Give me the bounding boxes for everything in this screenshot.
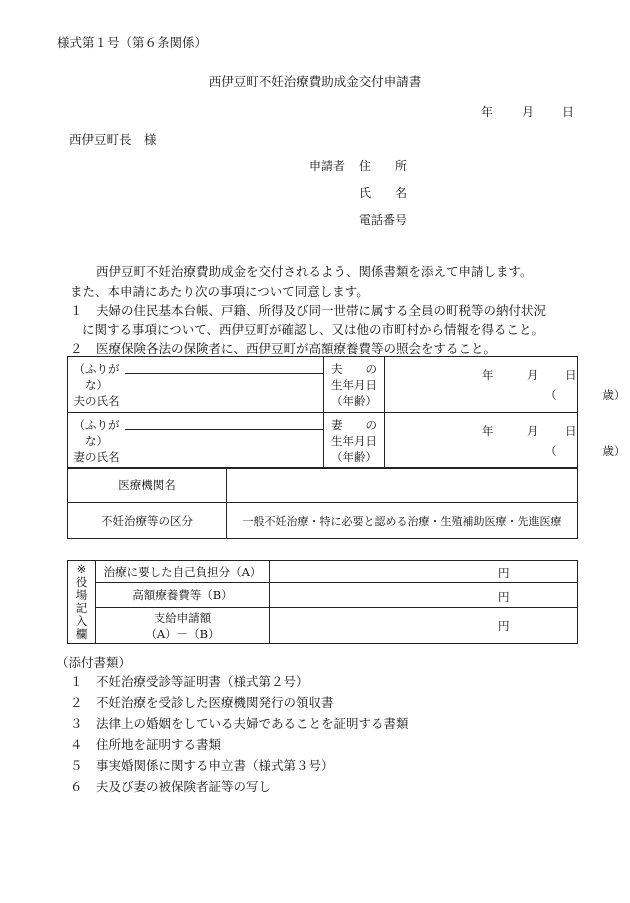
payment-request-label-line2: （A）－（B） bbox=[145, 626, 220, 641]
institution-label: 医療機関名 bbox=[68, 468, 227, 503]
self-pay-yen: 円 bbox=[498, 566, 510, 580]
self-pay-field[interactable] bbox=[270, 561, 578, 583]
wife-age: （ 歳） bbox=[545, 444, 626, 458]
attachments-heading: （添付書類） bbox=[56, 655, 132, 670]
attachment-number: ３ bbox=[70, 716, 83, 731]
wife-dob-day: 日 bbox=[565, 424, 577, 438]
husband-age: （ 歳） bbox=[545, 388, 626, 402]
intro-text: 西伊豆町不妊治療費助成金を交付されるよう、関係書類を添えて申請します。 bbox=[96, 264, 533, 279]
high-cost-yen: 円 bbox=[498, 590, 510, 604]
payment-request-label bbox=[96, 608, 270, 644]
consent-item-2-number: ２ bbox=[70, 341, 83, 356]
wife-dob-label-line1: 妻 の bbox=[331, 417, 377, 432]
attachment-item: 事実婚関係に関する申立書（様式第３号） bbox=[96, 758, 334, 773]
high-cost-field[interactable] bbox=[270, 583, 578, 608]
form-number: 様式第１号（第６条関係） bbox=[57, 35, 208, 50]
attachment-number: ２ bbox=[70, 695, 83, 710]
self-pay-label: 治療に要した自己負担分（A） bbox=[96, 561, 270, 583]
attachment-item: 住所地を証明する書類 bbox=[96, 737, 222, 752]
consent-item-1-line-1: 夫婦の住民基本台帳、戸籍、所得及び同一世帯に属する全員の町税等の納付状況 bbox=[96, 303, 547, 318]
consent-item-2: 医療保険各法の保険者に、西伊豆町が高額療養費等の照会をすること。 bbox=[96, 341, 497, 356]
wife-name-label-cell bbox=[68, 413, 126, 469]
wife-furigana-label: （ふりがな） bbox=[73, 417, 120, 448]
attachment-item: 不妊治療を受診した医療機関発行の領収書 bbox=[96, 695, 334, 710]
husband-dob-year: 年 bbox=[482, 368, 494, 382]
husband-dob-label-line2: 生年月日 bbox=[331, 377, 377, 392]
wife-dob-month: 月 bbox=[527, 424, 539, 438]
page-title: 西伊豆町不妊治療費助成金交付申請書 bbox=[208, 74, 422, 89]
date-month: 月 bbox=[522, 105, 535, 119]
wife-name-field[interactable] bbox=[125, 430, 324, 447]
attachment-number: １ bbox=[70, 674, 83, 689]
husband-name-label: 夫の氏名 bbox=[73, 393, 120, 408]
attachment-number: ４ bbox=[70, 737, 83, 752]
husband-dob-field[interactable] bbox=[385, 357, 626, 413]
treatment-table bbox=[67, 467, 578, 539]
consent-text: また、本申請にあたり次の事項について同意します。 bbox=[70, 284, 369, 299]
date-year: 年 bbox=[481, 105, 494, 119]
applicant-phone-label: 電話番号 bbox=[359, 213, 408, 227]
office-use-label-3: 場 bbox=[75, 588, 88, 602]
institution-field[interactable] bbox=[227, 468, 578, 503]
husband-dob-label bbox=[324, 357, 385, 413]
office-use-table bbox=[67, 560, 578, 644]
attachment-item: 不妊治療受診等証明書（様式第２号） bbox=[96, 674, 309, 689]
addressee: 西伊豆町長 様 bbox=[69, 132, 157, 147]
payment-request-field[interactable] bbox=[270, 608, 578, 644]
consent-item-1-line-2: に関する事項について、西伊豆町が確認し、又は他の市町村から情報を得ること。 bbox=[82, 322, 545, 337]
payment-request-yen: 円 bbox=[498, 619, 510, 633]
attachment-number: ６ bbox=[70, 779, 83, 794]
office-use-label-2: 役 bbox=[75, 575, 88, 589]
husband-name-field[interactable] bbox=[125, 374, 324, 391]
attachment-number: ５ bbox=[70, 758, 83, 773]
application-table bbox=[67, 356, 626, 469]
office-use-label-1: ※ bbox=[76, 562, 87, 576]
wife-name-field-bottom bbox=[125, 447, 324, 469]
attachment-item: 夫及び妻の被保険者証等の写し bbox=[96, 779, 272, 794]
husband-name-label-cell bbox=[68, 357, 126, 413]
wife-name-label: 妻の氏名 bbox=[73, 449, 120, 464]
wife-dob-label-line3: （年齢） bbox=[331, 449, 377, 464]
wife-dob-label bbox=[324, 413, 385, 469]
wife-dob-label-line2: 生年月日 bbox=[331, 433, 377, 448]
husband-dob-day: 日 bbox=[565, 368, 577, 382]
applicant-name-label: 氏 名 bbox=[359, 186, 408, 200]
wife-furigana-field[interactable] bbox=[125, 413, 324, 430]
category-label: 不妊治療等の区分 bbox=[68, 503, 227, 539]
office-use-label-5: 入 bbox=[75, 614, 88, 628]
attachment-item: 法律上の婚姻をしている夫婦であることを証明する書類 bbox=[96, 716, 409, 731]
husband-furigana-field[interactable] bbox=[125, 357, 324, 374]
office-use-label-6: 欄 bbox=[75, 627, 88, 641]
husband-dob-label-line1: 夫 の bbox=[331, 361, 377, 376]
date-day: 日 bbox=[562, 105, 575, 119]
consent-item-1-number: １ bbox=[70, 303, 83, 318]
applicant-label: 申請者 bbox=[309, 159, 346, 173]
husband-name-field-bottom bbox=[125, 391, 324, 413]
husband-furigana-label: （ふりがな） bbox=[73, 361, 120, 392]
wife-dob-field[interactable] bbox=[385, 413, 626, 469]
wife-dob-year: 年 bbox=[482, 424, 494, 438]
category-options[interactable]: 一般不妊治療・特に必要と認める治療・生殖補助医療・先進医療 bbox=[227, 503, 578, 539]
office-use-label-4: 記 bbox=[75, 601, 88, 615]
payment-request-label-line1: 支給申請額 bbox=[153, 610, 212, 625]
office-use-label bbox=[68, 561, 96, 644]
high-cost-label: 高額療養費等（B） bbox=[96, 583, 270, 608]
husband-dob-month: 月 bbox=[527, 368, 539, 382]
applicant-address-label: 住 所 bbox=[359, 159, 408, 173]
husband-dob-label-line3: （年齢） bbox=[331, 393, 377, 408]
